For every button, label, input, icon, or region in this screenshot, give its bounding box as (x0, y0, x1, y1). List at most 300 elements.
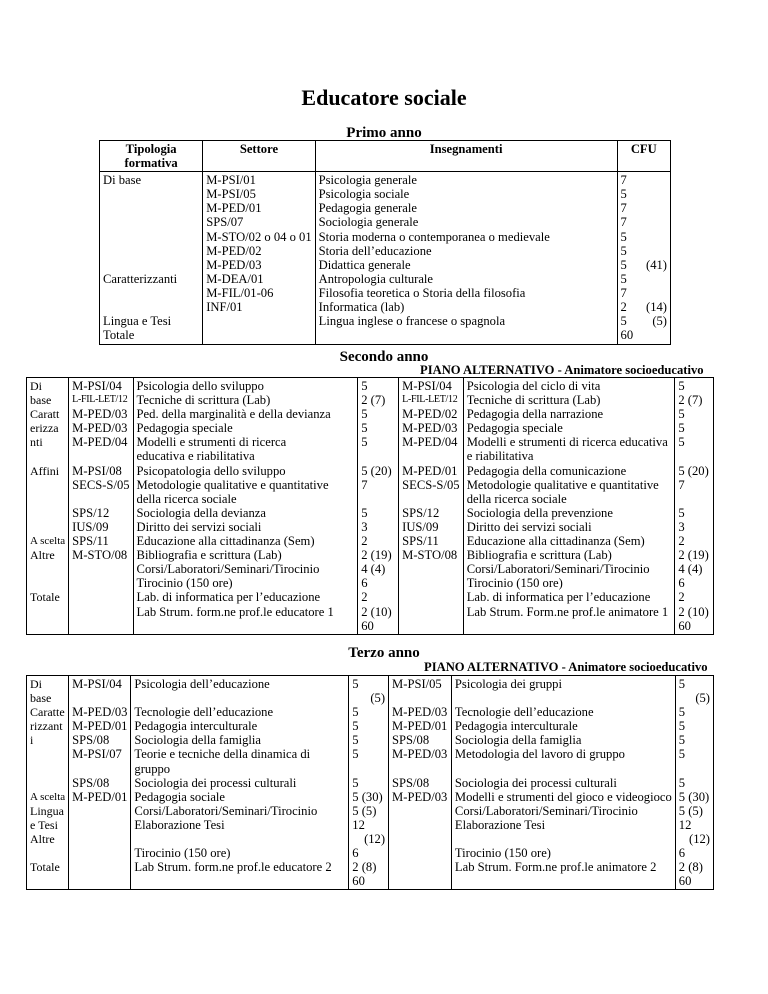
alt-cfu-value: 5 (678, 747, 686, 762)
alt-insegnamento: e riabilitativa (466, 449, 534, 464)
insegnamento (319, 328, 614, 342)
tipologia-spacer (103, 230, 199, 244)
alt-cfu-value (679, 762, 710, 776)
insegnamento: Pedagogia speciale (136, 421, 233, 436)
tipologia-spacer (103, 187, 199, 201)
page-title: Educatore sociale (301, 85, 467, 110)
tipologia-label (30, 747, 65, 761)
alt-insegnamento: Tecniche di scrittura (Lab) (466, 393, 601, 408)
insegnamento: Storia moderna o contemporanea o medievale (318, 229, 550, 244)
alt-insegnamento: Corsi/Laboratori/Seminari/Tirocinio (454, 803, 638, 818)
alt-cfu-value: 2 (19) (678, 548, 709, 563)
tipologia-label: i (30, 733, 34, 748)
cfu-value (361, 492, 395, 506)
alt-settore-code (392, 691, 448, 705)
tipologia-column (27, 676, 69, 890)
alt-settore-code (402, 590, 460, 604)
alt-insegnamento (455, 832, 672, 846)
alt-cfu-value: 5 (678, 505, 685, 520)
alt-insegnamento: Sociologia della prevenzione (466, 505, 613, 520)
alt-settore-code: M-PED/03 (402, 421, 458, 436)
alt-insegnamento: Pedagogia speciale (466, 421, 563, 436)
alt-settore-code: SPS/08 (392, 775, 430, 790)
cfu-value: 2 (8) (352, 860, 377, 875)
alt-settore-code: M-PED/03 (392, 705, 448, 720)
insegnamento: Ped. della marginalità e della devianza (136, 407, 331, 422)
cfu-value: 2 (361, 590, 368, 605)
cfu-credits: 5 (620, 271, 627, 286)
alt-cfu-value: 5 (20) (678, 463, 709, 478)
insegnamento: Elaborazione Tesi (134, 817, 225, 832)
cfu-value: 5 (361, 407, 368, 422)
settore-code (72, 832, 127, 846)
tipologia-spacer (103, 215, 199, 229)
tipologia-spacer (103, 244, 199, 258)
alt-cfu-value: 60 (678, 618, 691, 633)
alt-settore-code (402, 492, 460, 506)
insegnamento: Corsi/Laboratori/Seminari/Tirocinio (136, 562, 320, 577)
settore-column (69, 378, 133, 635)
cfu-column (349, 676, 389, 890)
alt-insegnamento: Sociologia dei processi culturali (454, 775, 617, 790)
insegnamento: Pedagogia generale (318, 201, 417, 216)
insegnamento: Informatica (lab) (318, 300, 405, 315)
alt-settore-code (402, 605, 460, 619)
insegnamento: Diritto dei servizi sociali (136, 519, 262, 534)
alt-settore-code (392, 762, 448, 776)
alt-cfu-value: 5 (678, 421, 685, 436)
insegnamento: Lingua inglese o francese o spagnola (318, 314, 506, 329)
cfu-value: 5 (361, 435, 368, 450)
insegnamento: Tecnologie dell’educazione (134, 705, 274, 720)
settore-code: M-STO/02 o 04 o 01 (206, 229, 312, 244)
alt-insegnamento: Modelli e strumenti di ricerca educativa (466, 435, 668, 450)
settore-code: L-FIL-LET/12 (72, 394, 128, 406)
settore-code: M-PSI/04 (72, 379, 122, 393)
settore-code (72, 562, 129, 576)
cfu-value (621, 286, 667, 300)
alt-cfu-column (675, 378, 714, 635)
insegnamento: Filosofia teoretica o Storia della filosofia (318, 285, 526, 300)
alt-cfu-value: 2 (678, 534, 685, 549)
cfu-value: 5 (361, 379, 368, 393)
header-tipologia: Tipologia formativa (100, 141, 203, 172)
cfu-value: 5 (352, 775, 359, 790)
header-cfu: CFU (617, 141, 670, 172)
insegnamento: Bibliografia e scrittura (Lab) (136, 548, 282, 563)
settore-code (72, 605, 129, 619)
alt-cfu-value: 5 (678, 733, 686, 748)
insegnamento: Lab Strum. form.ne prof.le educatore 2 (134, 860, 332, 875)
alt-insegnamento: Pedagogia della comunicazione (466, 463, 627, 478)
tipologia-label (30, 576, 65, 590)
alt-settore-code: M-PED/03 (392, 747, 448, 762)
alt-cfu-value: 5 (678, 379, 685, 393)
tipologia-label (30, 492, 65, 506)
settore-code: M-PED/03 (72, 421, 128, 436)
alt-cfu-value: 6 (678, 576, 685, 591)
secondo-alt-heading: PIANO ALTERNATIVO - Animatore socioeducativo (420, 363, 704, 377)
tipologia-label: erizza (30, 421, 59, 436)
settore-code: M-PED/01 (72, 789, 128, 804)
tipologia-label: Altre (30, 832, 55, 847)
settore-code: INF/01 (206, 300, 243, 315)
cfu-value (621, 173, 667, 187)
alt-settore-code: SPS/08 (392, 733, 430, 748)
tipologia-label (30, 478, 65, 492)
insegnamento: Tirocinio (150 ore) (134, 846, 231, 861)
insegnamento: Modelli e strumenti di ricerca (136, 435, 287, 450)
alt-insegnamento: della ricerca sociale (466, 491, 567, 506)
tipologia-label: Totale (30, 590, 60, 605)
cfu-credits: 5 (620, 187, 627, 202)
cfu-column (358, 378, 399, 635)
cfu-value (621, 300, 667, 314)
tipologia-spacer (103, 286, 199, 300)
cfu-subtotal: (14) (646, 300, 667, 315)
alt-insegnamento: Metodologie qualitative e quantitative (466, 477, 659, 492)
alt-insegnamento: Educazione alla cittadinanza (Sem) (466, 534, 645, 549)
alt-insegnamento: Tecnologie dell’educazione (454, 705, 594, 720)
tipologia-label: rizzant (30, 719, 63, 734)
cfu-value (621, 215, 667, 229)
alt-settore-code: M-PED/03 (392, 789, 448, 804)
alt-settore-code: L-FIL-LET/12 (402, 394, 458, 406)
settore-code: SPS/11 (72, 534, 109, 549)
alt-cfu-value: 5 (678, 407, 685, 422)
alt-cfu-value: 12 (678, 817, 692, 832)
insegnamento: Psicopatologia dello sviluppo (136, 463, 286, 478)
terzo-anno-table (26, 675, 714, 890)
alt-cfu-value: 2 (7) (678, 393, 703, 408)
settore-code: M-PED/03 (72, 705, 128, 720)
alt-insegnamenti-column (451, 676, 675, 890)
alt-insegnamento: Tirocinio (150 ore) (466, 576, 563, 591)
cfu-value: 6 (361, 576, 368, 591)
settore-code: M-FIL/01-06 (206, 285, 274, 300)
cfu-value: 2 (19) (361, 548, 392, 563)
settore-code: M-PED/03 (72, 407, 128, 422)
primo-anno-table (99, 140, 671, 345)
alt-settore-code: M-PED/01 (392, 719, 448, 734)
cfu-value: 2 (10) (361, 604, 392, 619)
insegnamenti-column (131, 676, 349, 890)
cfu-credits: 7 (620, 285, 627, 300)
alt-cfu-value: 60 (678, 874, 692, 889)
insegnamento: Pedagogia interculturale (134, 719, 258, 734)
alt-cfu-value: (12) (689, 832, 710, 847)
insegnamento: Sociologia dei processi culturali (134, 775, 297, 790)
cfu-value: 5 (30) (352, 789, 383, 804)
alt-insegnamento: Pedagogia della narrazione (466, 407, 604, 422)
alt-cfu-value (678, 492, 710, 506)
insegnamento: Pedagogia sociale (134, 789, 225, 804)
cfu-value (621, 272, 667, 286)
alt-insegnamenti-column (463, 378, 675, 635)
settore-code: M-PED/02 (206, 243, 262, 258)
tipologia-label (30, 562, 65, 576)
alt-cfu-value: 2 (10) (678, 604, 709, 619)
tipologia-label (30, 520, 65, 534)
cfu-value: (12) (364, 832, 386, 847)
alt-settore-code: SPS/12 (402, 505, 440, 520)
settore-code (72, 576, 129, 590)
cfu-value (621, 314, 667, 328)
alt-settore-column (389, 676, 452, 890)
tipologia-label: Caratte (30, 705, 65, 720)
alt-settore-code: SECS-S/05 (402, 477, 460, 492)
cfu-credits: 60 (620, 328, 634, 343)
terzo-anno-heading: Terzo anno (348, 645, 420, 661)
alt-settore-code: IUS/09 (402, 519, 439, 534)
tipologia-label: Di (30, 379, 42, 393)
cfu-value: 60 (361, 618, 374, 633)
alt-insegnamento (455, 691, 672, 705)
cfu-value: 5 (361, 505, 368, 520)
cfu-value: 5 (361, 421, 368, 436)
cfu-subtotal: (5) (652, 314, 667, 329)
alt-cfu-value: 5 (678, 705, 686, 720)
alt-cfu-value: 5 (678, 775, 686, 790)
insegnamenti-column (315, 172, 617, 345)
tipologia-label: Totale (103, 328, 135, 343)
cfu-credits: 5 (620, 229, 627, 244)
cfu-value: 5 (352, 677, 359, 691)
settore-code: M-PSI/01 (206, 173, 256, 188)
alt-cfu-value: (5) (695, 691, 710, 706)
alt-settore-code: M-PSI/04 (402, 379, 452, 393)
insegnamento: Tecniche di scrittura (Lab) (136, 393, 271, 408)
cfu-subtotal: (41) (646, 257, 667, 272)
cfu-value: 5 (352, 719, 359, 734)
header-insegnamenti: Insegnamenti (315, 141, 617, 172)
cfu-value: 2 (7) (361, 393, 386, 408)
insegnamento: Tirocinio (150 ore) (136, 576, 233, 591)
tipologia-label: nti (30, 435, 43, 450)
tipologia-label: e Tesi (30, 817, 58, 832)
cfu-value: 12 (352, 817, 365, 832)
insegnamento: Teorie e tecniche della dinamica di (134, 747, 311, 762)
alt-settore-code: M-STO/08 (402, 548, 458, 563)
alt-settore-code: M-PED/04 (402, 435, 458, 450)
cfu-credits: 7 (620, 201, 627, 216)
alt-insegnamento: Lab Strum. Form.ne prof.le animatore 2 (454, 860, 657, 875)
tipologia-label: Lingua (30, 803, 64, 818)
alt-insegnamento: Psicologia dei gruppi (454, 677, 562, 691)
cfu-value: 5 (352, 747, 359, 762)
tipologia-label: Totale (30, 860, 60, 875)
alt-cfu-value: 5 (678, 677, 686, 691)
tipologia-label: A scelta (30, 535, 66, 548)
settore-code (206, 314, 311, 328)
cfu-value (621, 187, 667, 201)
header-settore: Settore (203, 141, 315, 172)
tipologia-label: Caratterizzanti (103, 271, 178, 286)
alt-insegnamento: Bibliografia e scrittura (Lab) (466, 548, 612, 563)
settore-code (72, 762, 127, 776)
tipologia-label (30, 449, 65, 463)
alt-settore-code (402, 449, 460, 463)
tipologia-label: A scelta (30, 790, 66, 803)
alt-insegnamento: Sociologia della famiglia (454, 733, 582, 748)
cfu-value: 60 (352, 874, 365, 889)
cfu-value: 5 (5) (352, 803, 377, 818)
alt-cfu-value (678, 449, 710, 463)
tipologia-column (100, 172, 203, 345)
tipologia-label: Di (30, 677, 42, 691)
cfu-value: 7 (361, 477, 368, 492)
cfu-credits: 2 (620, 300, 627, 315)
alt-insegnamento: Pedagogia interculturale (454, 719, 578, 734)
settore-code: M-PED/01 (206, 201, 262, 216)
alt-cfu-value: 2 (678, 590, 685, 605)
settore-code: M-PED/03 (206, 257, 262, 272)
insegnamento: Psicologia generale (318, 173, 417, 188)
cfu-credits: 5 (620, 257, 627, 272)
tipologia-label (30, 776, 65, 790)
insegnamento: Lab. di informatica per l’educazione (136, 590, 321, 605)
alt-settore-code (392, 818, 448, 832)
secondo-anno-heading: Secondo anno (339, 349, 429, 365)
settore-code: M-STO/08 (72, 548, 128, 563)
insegnamento: Psicologia sociale (318, 187, 410, 202)
cfu-value (352, 762, 385, 776)
tipologia-spacer (103, 300, 199, 314)
tipologia-label (30, 762, 65, 776)
alt-settore-code: M-PED/01 (402, 463, 458, 478)
insegnamenti-column (133, 378, 358, 635)
insegnamento: Antropologia culturale (318, 271, 434, 286)
alt-cfu-column (675, 676, 713, 890)
alt-insegnamento (455, 762, 672, 776)
alt-insegnamento: Metodologia del lavoro di gruppo (454, 747, 625, 762)
tipologia-label: Altre (30, 548, 55, 563)
alt-settore-code (402, 576, 460, 590)
tipologia-label: Di base (103, 173, 142, 188)
settore-code (206, 328, 311, 342)
tipologia-label (30, 506, 65, 520)
insegnamento (134, 832, 345, 846)
settore-column (203, 172, 315, 345)
secondo-anno-table (26, 377, 714, 635)
alt-settore-code: SPS/11 (402, 534, 439, 549)
insegnamento: Didattica generale (318, 257, 411, 272)
cfu-value: 5 (20) (361, 463, 392, 478)
alt-settore-code (392, 804, 448, 818)
insegnamento: Sociologia generale (318, 215, 419, 230)
insegnamento: Metodologie qualitative e quantitative (136, 477, 329, 492)
settore-code (72, 590, 129, 604)
tipologia-label: base (30, 691, 52, 706)
alt-insegnamento: Modelli e strumenti del gioco e videogioco (454, 789, 672, 804)
cfu-credits: 5 (620, 243, 627, 258)
cfu-credits: 7 (620, 215, 627, 230)
cfu-value (621, 244, 667, 258)
insegnamento: Psicologia dell’educazione (134, 677, 270, 691)
cfu-value (621, 201, 667, 215)
tipologia-label: Lingua e Tesi (103, 314, 172, 329)
cfu-value (361, 449, 395, 463)
settore-code: M-PED/01 (72, 719, 128, 734)
alt-settore-column (399, 378, 464, 635)
cfu-value: 2 (361, 534, 368, 549)
alt-insegnamento: Corsi/Laboratori/Seminari/Tirocinio (466, 562, 650, 577)
cfu-value: 3 (361, 519, 368, 534)
settore-code: SPS/08 (72, 775, 110, 790)
cfu-credits: 5 (620, 314, 627, 329)
tipologia-spacer (103, 201, 199, 215)
tipologia-label (30, 846, 65, 860)
alt-settore-code (392, 846, 448, 860)
alt-cfu-value: 6 (678, 846, 686, 861)
settore-code (72, 804, 127, 818)
settore-code: M-PSI/07 (72, 747, 122, 762)
alt-insegnamento: Psicologia del ciclo di vita (466, 379, 601, 393)
alt-cfu-value: 3 (678, 519, 685, 534)
alt-insegnamento: Elaborazione Tesi (454, 817, 546, 832)
insegnamento: Lab Strum. form.ne prof.le educatore 1 (136, 604, 334, 619)
cfu-value (621, 328, 667, 342)
settore-code (72, 860, 127, 874)
alt-settore-code: M-PED/02 (402, 407, 458, 422)
alt-insegnamento: Diritto dei servizi sociali (466, 519, 592, 534)
settore-code: M-PSI/08 (72, 463, 122, 478)
settore-code: M-PSI/04 (72, 677, 122, 691)
primo-anno-heading: Primo anno (346, 125, 422, 141)
cfu-value (621, 258, 667, 272)
cfu-value: 4 (4) (361, 562, 386, 577)
alt-cfu-value: 5 (30) (678, 789, 710, 804)
insegnamento: della ricerca sociale (136, 491, 237, 506)
insegnamento: Storia dell’educazione (318, 243, 432, 258)
settore-code: SECS-S/05 (72, 477, 130, 492)
alt-cfu-value: 7 (678, 477, 685, 492)
insegnamento: gruppo (134, 761, 171, 776)
insegnamento: Psicologia dello sviluppo (136, 379, 264, 393)
settore-code: M-PSI/05 (206, 187, 256, 202)
insegnamento: Educazione alla cittadinanza (Sem) (136, 534, 315, 549)
cfu-column (617, 172, 670, 345)
tipologia-column (27, 378, 69, 635)
alt-cfu-value: 2 (8) (678, 860, 703, 875)
terzo-alt-heading: PIANO ALTERNATIVO - Animatore socioeducativo (424, 660, 708, 674)
cfu-value: 6 (352, 846, 359, 861)
tipologia-spacer (103, 258, 199, 272)
alt-settore-code (402, 562, 460, 576)
settore-code: IUS/09 (72, 519, 109, 534)
settore-column (69, 676, 131, 890)
cfu-value: (5) (370, 691, 386, 706)
alt-settore-code (392, 860, 448, 874)
settore-code (72, 691, 127, 705)
tipologia-label: Affini (30, 463, 60, 478)
settore-code: SPS/08 (72, 733, 110, 748)
settore-code (72, 818, 127, 832)
alt-insegnamento: Lab Strum. Form.ne prof.le animatore 1 (466, 604, 669, 619)
cfu-value: 5 (352, 705, 359, 720)
settore-code (72, 492, 129, 506)
alt-cfu-value: 5 (5) (678, 803, 703, 818)
insegnamento: Sociologia della devianza (136, 505, 266, 520)
alt-settore-code: M-PSI/05 (392, 677, 442, 691)
alt-cfu-value: 5 (678, 719, 686, 734)
cfu-value (621, 230, 667, 244)
insegnamento: educativa e riabilitativa (136, 449, 255, 464)
settore-code (72, 846, 127, 860)
insegnamento: Sociologia della famiglia (134, 733, 262, 748)
cfu-credits: 7 (620, 173, 627, 188)
insegnamento (134, 691, 345, 705)
